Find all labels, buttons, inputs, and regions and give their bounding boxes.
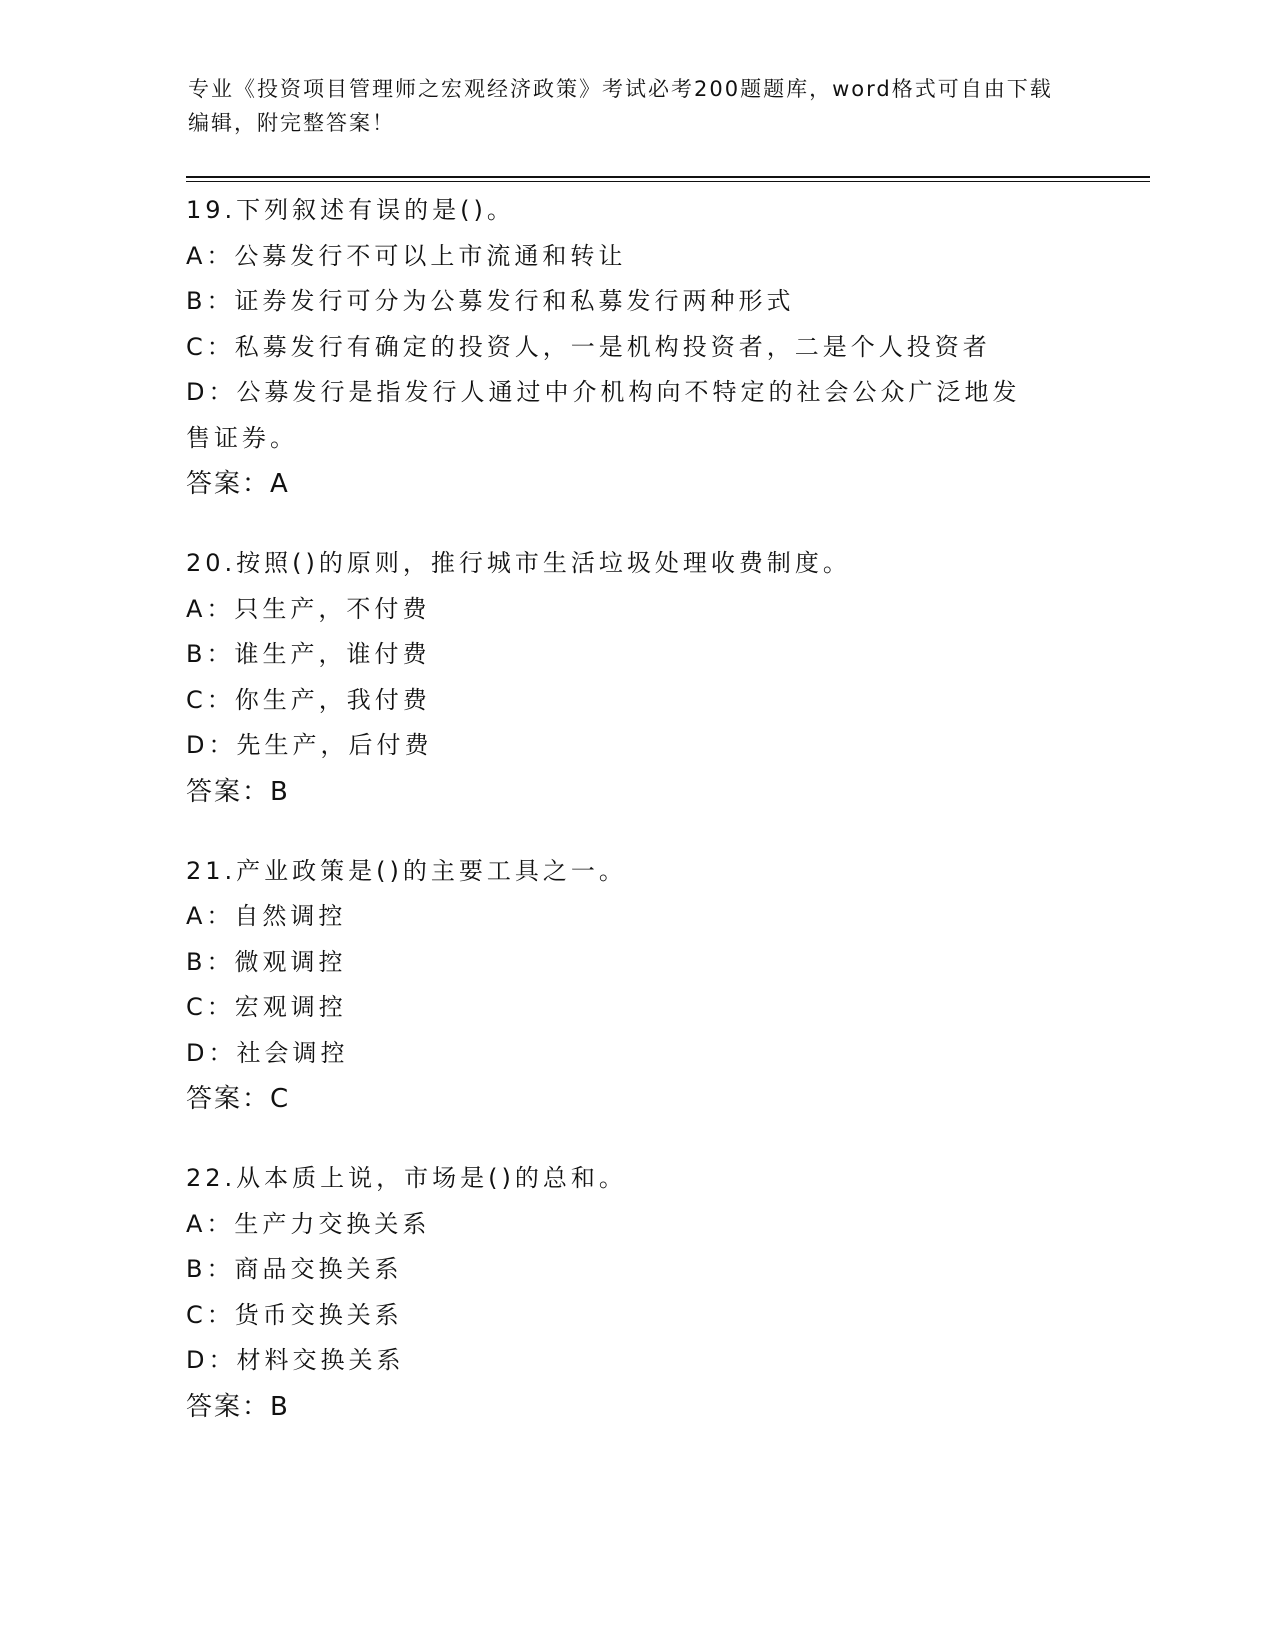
option-a: A：自然调控 [186, 902, 347, 930]
option-c: C：私募发行有确定的投资人，一是机构投资者，二是个人投资者 [186, 332, 991, 361]
option-b: B：谁生产，谁付费 [186, 640, 431, 668]
answer-line: 答案：C [186, 1084, 291, 1114]
option-b: B：证券发行可分为公募发行和私募发行两种形式 [186, 287, 795, 315]
question-21 [186, 849, 1086, 1123]
option-a: A：只生产，不付费 [186, 594, 431, 623]
question-list [186, 188, 1086, 1464]
option-d: D：材料交换关系 [186, 1346, 405, 1374]
question-stem: 22.从本质上说，市场是()的总和。 [186, 1164, 627, 1192]
answer-line: 答案：B [186, 1391, 290, 1422]
question-stem: 19.下列叙述有误的是()。 [186, 196, 515, 224]
option-b: B：微观调控 [186, 947, 347, 976]
question-20 [186, 541, 1086, 815]
option-a: A：生产力交换关系 [186, 1209, 431, 1238]
question-stem: 21.产业政策是()的主要工具之一。 [186, 856, 627, 885]
option-c: C：宏观调控 [186, 993, 347, 1021]
question-19 [186, 188, 1086, 507]
option-c: C：你生产，我付费 [186, 685, 431, 714]
option-d: D：先生产，后付费 [186, 731, 433, 759]
question-stem: 20.按照()的原则，推行城市生活垃圾处理收费制度。 [186, 549, 851, 577]
document-header: 专业《投资项目管理师之宏观经济政策》考试必考200题题库，word格式可自由下载编辑，附完整答案！ [188, 77, 1053, 135]
option-b: B：商品交换关系 [186, 1255, 403, 1283]
answer-line: 答案：A [186, 469, 290, 499]
question-22 [186, 1156, 1086, 1430]
option-d: D：社会调控 [186, 1038, 349, 1067]
option-d: D：公募发行是指发行人通过中介机构向不特定的社会公众广泛地发售证券。 [186, 378, 1021, 452]
header-rule-thin [186, 181, 1150, 182]
option-c: C：货币交换关系 [186, 1300, 403, 1329]
answer-line: 答案：B [186, 776, 290, 807]
header-rule-thick [186, 176, 1150, 178]
option-a: A：公募发行不可以上市流通和转让 [186, 241, 627, 270]
